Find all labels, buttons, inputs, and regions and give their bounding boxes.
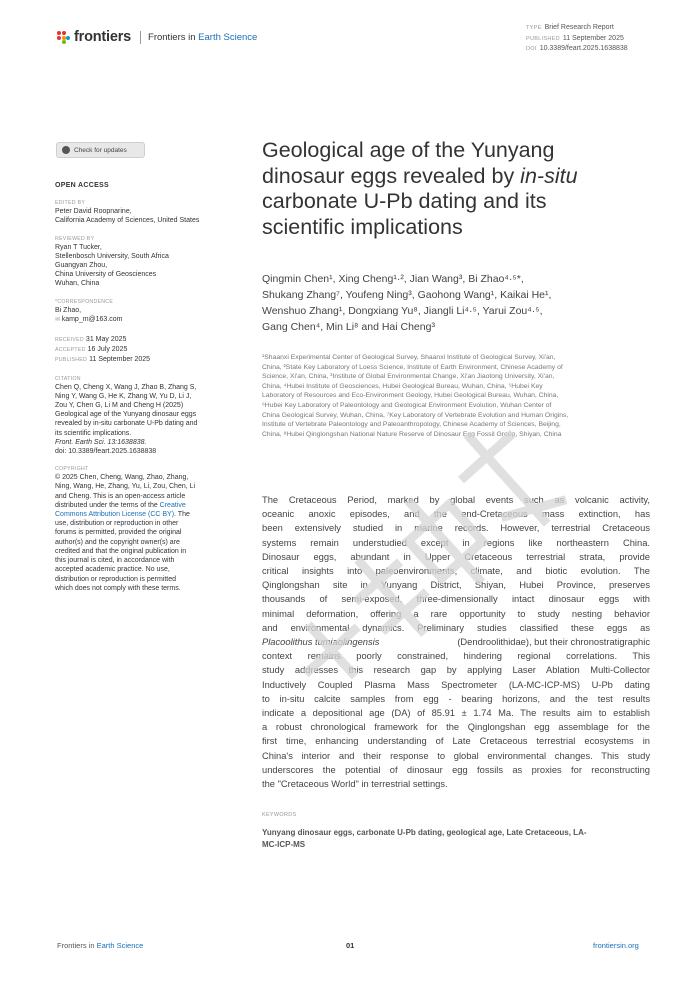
author-list (262, 271, 647, 335)
title-line (262, 164, 642, 190)
editor-line: Peter David Roopnarine, (55, 208, 132, 216)
copyright-line (55, 501, 240, 510)
published-date: 11 September 2025 (89, 356, 151, 364)
meta-type (526, 23, 628, 34)
abstract-text: (Dendroolithidae), but their chronostratigraphic (457, 637, 650, 648)
meta-type-label: TYPE (526, 25, 542, 31)
correspondent-email[interactable] (55, 315, 240, 325)
footer-journal (57, 941, 143, 950)
abstract-line: Dinosaur eggs, abundant in Upper Cretaceous terrestrial strata, provide (262, 551, 650, 562)
published-row (55, 355, 240, 365)
journal-prefix: Frontiers in (148, 31, 199, 43)
abstract-line: first time, enhancing understanding of Late Cretaceous terrestrial ecosystems in (262, 736, 650, 747)
title-line: carbonate U-Pb dating and its (262, 189, 547, 213)
abstract-line: critical insights into paleoenvironments, climate, and biotic evolution. The (262, 566, 650, 577)
check-updates-icon (62, 146, 70, 154)
reviewed-by-label: REVIEWED BY (55, 235, 95, 242)
copyright-text: . The (174, 511, 190, 519)
received-date: 31 May 2025 (85, 336, 127, 344)
reviewer-line: Wuhan, China (55, 280, 100, 288)
keywords-label: KEYWORDS (262, 812, 297, 818)
affiliation-line: Institute of Vertebrate Paleontology and Paleoanthropology, Chinese Academy of Sciences, Beijing, (262, 421, 561, 429)
page-number: 01 (346, 941, 355, 950)
editor-line: California Academy of Sciences, United States (55, 217, 200, 225)
abstract-line: underscores the potential of dinosaur egg fossils as proxies for reconstructing (262, 764, 650, 775)
copyright-line: accepted academic practice. No use, (55, 566, 170, 574)
footer-journal-name: Earth Science (96, 941, 144, 950)
author-line: Shukang Zhang⁷, Youfeng Ning³, Gaohong Wang¹, Kaikai He¹, (262, 289, 552, 301)
affiliations (262, 353, 647, 439)
citation-line: Zou Y, Chen G, Li M and Cheng H (2025) (55, 402, 184, 410)
received-row (55, 335, 240, 345)
abstract-line: The Cretaceous Period, marked by global events such as volcanic activity, (262, 495, 650, 505)
logo-divider (140, 31, 141, 44)
abstract-line: oceanic anoxic episodes, and the end-Cretaceous mass extinction, has (262, 509, 650, 520)
citation-line: Ning Y, Wang G, He K, Zhang W, Yu D, Li J, (55, 392, 192, 400)
copyright-line: Ning, Wang, He, Zhang, Yu, Li, Zou, Chen, Li (55, 483, 196, 491)
citation-doi[interactable]: doi: 10.3389/feart.2025.1638838 (55, 448, 157, 456)
edited-by-label: EDITED BY (55, 200, 86, 207)
copyright-line: which does not comply with these terms. (55, 584, 181, 592)
mail-icon: ✉ (55, 316, 62, 323)
abstract-line: Inductively Coupled Plasma Mass Spectrometer (LA-MC-ICP-MS) U-Pb dating (262, 679, 650, 690)
citation-line: its scientific implications. (55, 429, 132, 437)
abstract-line: Qinglongshan site in Yunyang District, Shiyan, Hubei Province, preserves (262, 580, 650, 591)
abstract (262, 493, 650, 791)
affiliation-line: Science, Xi'an, China, ³Institute of Global Environmental Change, Xi'an Jiaotong University, Xi'an, (262, 373, 555, 381)
abstract-line: and environmental dynamics. Preliminary studies classified these eggs as (262, 622, 650, 633)
footer-site-link[interactable]: frontiersin.org (593, 941, 639, 950)
abstract-line: study addresses this research gap by applying Laser Ablation Multi-Collector (262, 665, 650, 676)
citation-line: Front. Earth Sci. 13:1638838. (55, 438, 147, 446)
email-text: kamp_m@163.com (61, 315, 123, 323)
citation-line: Geological age of the Yunyang dinosaur eggs (55, 411, 197, 419)
copyright-line: author(s) and the copyright owner(s) are (55, 538, 180, 546)
title-italic: in-situ (520, 163, 578, 188)
accepted-label: ACCEPTED (55, 347, 86, 354)
meta-doi-label: DOI (526, 46, 537, 52)
copyright-line: and Cheng. This is an open-access article (55, 492, 186, 500)
abstract-line: minimal deformation, offering a rare opportunity to study nesting behavior (262, 608, 650, 619)
abstract-line: systems remain understudied except in regions like northeastern China. (262, 537, 650, 548)
open-access-label: OPEN ACCESS (55, 182, 109, 189)
affiliation-line: ⁶Hubei Key Laboratory of Paleontology and Geological Environment Evolution, Wuhan Center of (262, 401, 552, 409)
title-line: Geological age of the Yunyang (262, 138, 555, 162)
copyright-line: this journal is cited, in accordance with (55, 557, 175, 565)
meta-type-value: Brief Research Report (544, 24, 614, 31)
license-link[interactable]: Commons Attribution License (CC BY) (55, 511, 175, 519)
journal-name (148, 32, 257, 43)
brand-name: frontiers (74, 29, 132, 45)
author-line: Wenshuo Zhang¹, Dongxiang Yu⁸, Jiangli Li⁴·⁵, Yarui Zou⁴·⁵, (262, 305, 543, 317)
keywords-line: MC-ICP-MS (262, 840, 306, 849)
abstract-line: context remains poorly constrained, hindering regional correlations. This (262, 651, 650, 662)
affiliation-line: China, ⁸Hubei Qinglongshan National Nature Reserve of Dinosaur Egg Fossil Group, Shiyan, China (262, 430, 562, 438)
check-for-updates-button[interactable] (56, 142, 145, 158)
sidebar (55, 181, 240, 593)
copyright-line: credited and that the original publication in (55, 547, 187, 555)
abstract-line: thousands of semi-exposed, three-dimensionally intact dinosaur eggs with (262, 594, 650, 605)
received-label: RECEIVED (55, 337, 84, 344)
reviewer-line: Stellenbosch University, South Africa (55, 252, 169, 260)
abstract-line: to in-situ calcite samples from egg - bearing horizons, and the test results (262, 693, 650, 704)
article-meta (526, 23, 628, 55)
copyright-line: use, distribution or reproduction in other (55, 520, 179, 528)
accepted-row (55, 345, 240, 355)
abstract-line: a robust chronological framework for the Qinglongshan egg assemblage for the (262, 722, 650, 733)
frontiers-mark-icon (57, 31, 70, 44)
article-title (262, 138, 642, 240)
meta-published (526, 34, 628, 45)
citation-line: Chen Q, Cheng X, Wang J, Zhao B, Zhang S, (55, 383, 197, 391)
affiliation-line: China Geological Survey, Wuhan, China, ⁷Key Laboratory of Vertebrate Evolution and Human Origins, (262, 411, 569, 419)
citation-label: CITATION (55, 375, 81, 382)
abstract-line: been extensively studied in marine records. However, terrestrial Cretaceous (262, 523, 650, 534)
meta-doi (526, 44, 628, 55)
abstract-line: China's interior and their response to global environmental changes. This study (262, 750, 650, 761)
copyright-text: distributed under the terms of the (55, 501, 160, 509)
correspondence-label: *CORRESPONDENCE (55, 298, 114, 305)
reviewer-line: Ryan T Tucker, (55, 243, 102, 251)
abstract-line (262, 635, 650, 649)
reviewer-line: China University of Geosciences (55, 271, 157, 279)
copyright-line: distribution or reproduction is permitted (55, 575, 177, 583)
footer-prefix: Frontiers in (57, 941, 97, 950)
copyright-label: COPYRIGHT (55, 466, 89, 473)
citation-line: revealed by in-situ carbonate U-Pb dating and (55, 420, 198, 428)
published-label: PUBLISHED (55, 357, 88, 364)
affiliation-line: China, ⁴Hubei Institute of Geosciences, Hubei Geological Bureau, Wuhan, China, ⁵Hubei Key (262, 382, 543, 390)
license-link[interactable]: Creative (159, 501, 186, 509)
copyright-line (55, 510, 240, 519)
frontiers-logo[interactable] (57, 29, 257, 45)
meta-published-value: 11 September 2025 (562, 34, 624, 42)
affiliation-line: ¹Shaanxi Experimental Center of Geological Survey, Shaanxi Institute of Geological Survey, Xi'an, (262, 354, 556, 361)
abstract-line: indicate a depositional age (DA) of 85.91 ± 1.74 Ma. The results aim to establish (262, 708, 650, 719)
affiliation-line: Laboratory of Resources and Eco-Environment Geology, Hubei Geological Bureau, Wuhan, China, (262, 392, 559, 400)
check-updates-label: Check for updates (74, 146, 127, 154)
title-line: scientific implications (262, 214, 463, 239)
meta-published-label: PUBLISHED (526, 35, 560, 42)
keywords (262, 827, 650, 851)
abstract-line: the "Cretaceous World" in terrestrial settings. (262, 779, 448, 790)
author-line: Qingmin Chen¹, Xing Cheng¹·², Jian Wang³, Bi Zhao⁴·⁵*, (262, 273, 524, 285)
keywords-line: Yunyang dinosaur eggs, carbonate U-Pb dating, geological age, Late Cretaceous, LA- (262, 828, 587, 837)
journal-accent: Earth Science (198, 31, 258, 43)
meta-doi-value[interactable]: 10.3389/feart.2025.1638838 (539, 45, 628, 52)
species-name: Placoolithus tumiaolingensis (262, 637, 380, 648)
copyright-line: forums is permitted, provided the original (55, 529, 182, 537)
accepted-date: 16 July 2025 (87, 346, 128, 354)
reviewer-line: Guangyan Zhou, (55, 262, 108, 270)
affiliation-line: China, ²State Key Laboratory of Loess Science, Institute of Earth Environment, Chinese Academy of (262, 363, 563, 371)
author-line: Gang Chen⁴, Min Li⁸ and Hai Cheng³ (262, 321, 435, 333)
copyright-line: © 2025 Chen, Cheng, Wang, Zhao, Zhang, (55, 474, 189, 482)
correspondent-name: Bi Zhao, (55, 306, 82, 314)
title-text: dinosaur eggs revealed by (262, 163, 521, 188)
